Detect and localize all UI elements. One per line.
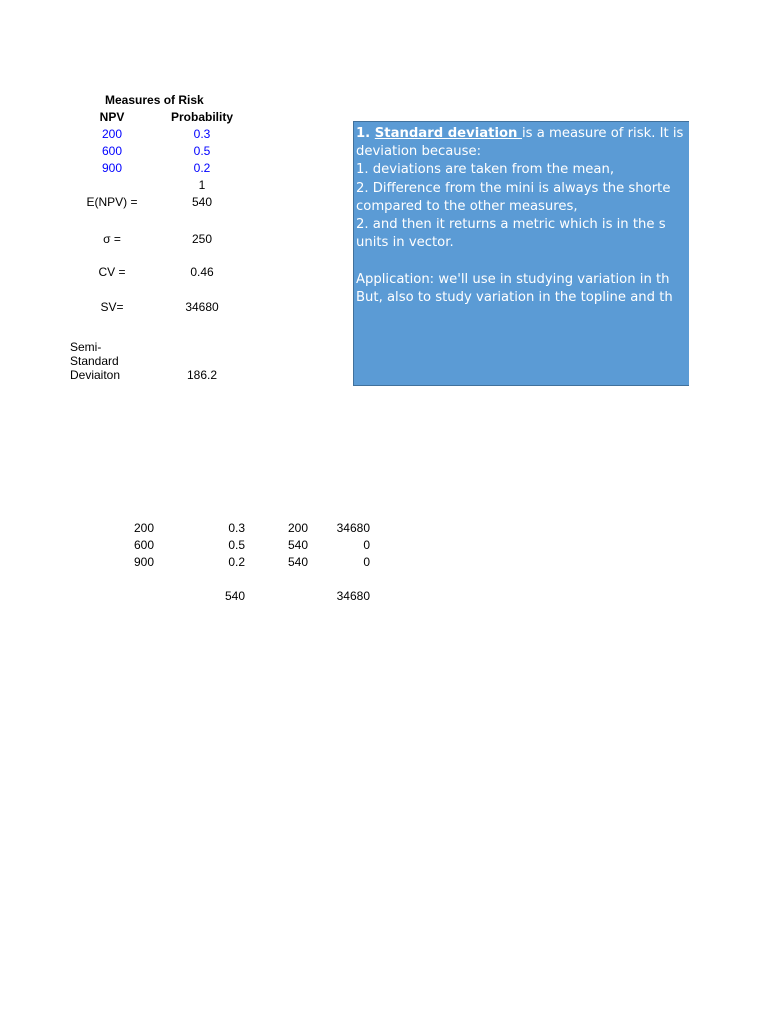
calc-cell-c[interactable]: 540 [287,555,308,569]
calc-cell-a[interactable]: 200 [133,521,154,535]
calc-cell-b[interactable]: 0.3 [228,521,245,535]
calc-cell-a[interactable]: 900 [133,555,154,569]
probability-cell[interactable]: 0.5 [193,144,211,158]
note-line-2: deviation because: [356,144,482,160]
calc-total-b[interactable]: 540 [224,589,245,603]
enpv-label: E(NPV) = [86,195,138,209]
note-line-4: 2. Difference from the mini is always the shorte [356,180,671,196]
calc-cell-d[interactable]: 0 [363,555,370,569]
sigma-value: 250 [191,232,213,246]
note-prefix: 1. [356,126,375,141]
calc-cell-c[interactable]: 540 [287,538,308,552]
probability-total: 1 [198,178,206,192]
npv-header: NPV [99,110,125,124]
enpv-value: 540 [191,195,213,209]
note-line-8: Application: we'll use in studying variation in th [356,271,670,287]
calc-total-d[interactable]: 34680 [336,589,370,603]
note-line-6: 2. and then it returns a metric which is in the s [356,217,666,233]
cv-value: 0.46 [190,265,214,279]
probability-cell[interactable]: 0.2 [193,161,211,175]
note-term: Standard deviation [374,126,523,141]
calc-cell-d[interactable]: 0 [363,538,370,552]
ssd-label-line2: Standard [70,354,119,368]
standard-deviation-textbox[interactable] [353,121,689,386]
probability-header: Probability [170,110,233,124]
npv-cell[interactable]: 200 [101,127,123,141]
sv-value: 34680 [185,300,219,314]
calc-cell-d[interactable]: 34680 [336,521,370,535]
calc-cell-b[interactable]: 0.2 [228,555,245,569]
note-line-3: 1. deviations are taken from the mean, [356,162,615,178]
calc-cell-c[interactable]: 200 [287,521,308,535]
ssd-label-line1: Semi- [70,340,102,354]
note-line-9: But, also to study variation in the topline and th [356,289,673,305]
sv-label: SV= [100,300,124,314]
sigma-label: σ = [103,232,121,246]
ssd-label-line3: Deviaiton [70,368,121,382]
cv-label: CV = [98,265,126,279]
note-line-1 [356,125,689,143]
note-line-7: units in vector. [356,235,454,251]
npv-cell[interactable]: 600 [101,144,123,158]
note-line-5: compared to the other measures, [356,198,578,214]
note-line1-rest: is a measure of risk. It is [522,126,684,141]
probability-cell[interactable]: 0.3 [193,127,211,141]
note-blank-line [356,252,689,270]
calc-cell-a[interactable]: 600 [133,538,154,552]
calc-cell-b[interactable]: 0.5 [228,538,245,552]
measures-title: Measures of Risk [105,93,204,107]
ssd-value: 186.2 [186,368,218,382]
npv-cell[interactable]: 900 [101,161,123,175]
